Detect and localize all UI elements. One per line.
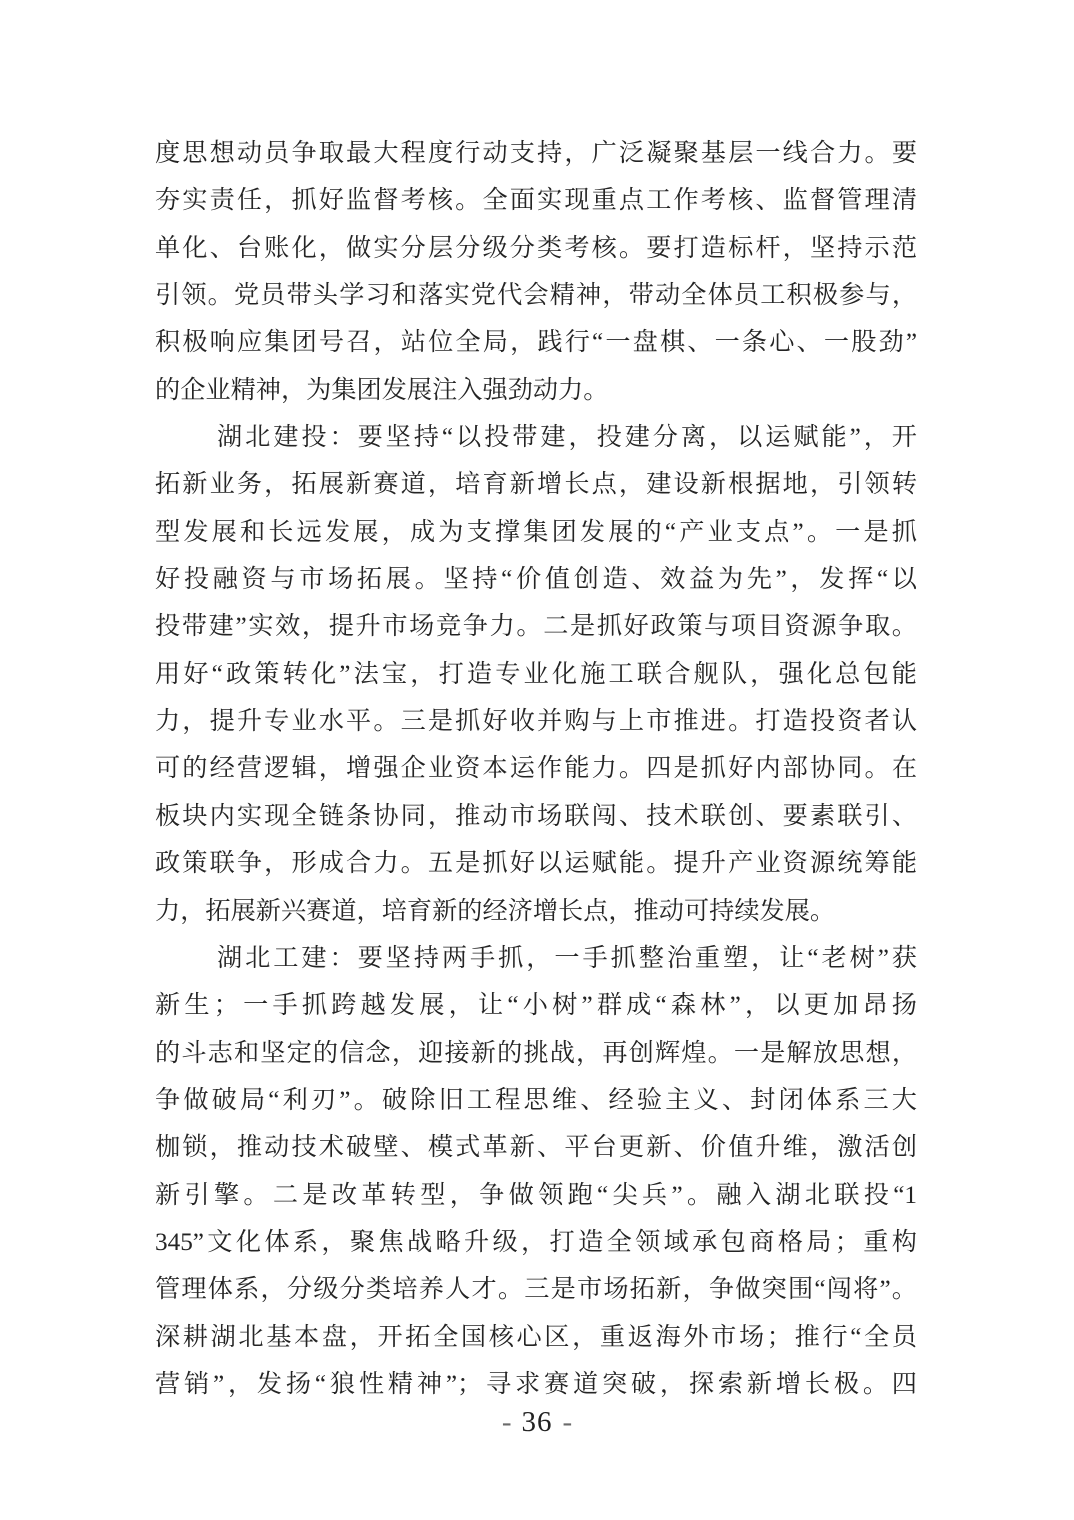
text-line: 新引擎。二是改革转型，争做领跑“尖兵”。融入湖北联投“1	[155, 1181, 917, 1209]
text-line: 345”文化体系，聚焦战略升级，打造全领域承包商格局；重构	[155, 1228, 917, 1256]
text-line: 深耕湖北基本盘，开拓全国核心区，重返海外市场；推行“全员	[155, 1323, 917, 1351]
text-line: 湖北建投：要坚持“以投带建，投建分离，以运赋能”，开	[217, 424, 917, 452]
text-line: 夯实责任，抓好监督考核。全面实现重点工作考核、监督管理清	[155, 187, 917, 215]
text-line: 枷锁，推动技术破壁、模式革新、平台更新、价值升维，激活创	[155, 1134, 917, 1162]
text-line: 政策联争，形成合力。五是抓好以运赋能。提升产业资源统筹能	[155, 850, 917, 878]
page-number-dash-right: -	[562, 1406, 573, 1438]
text-line: 好投融资与市场拓展。坚持“价值创造、效益为先”，发挥“以	[155, 566, 917, 594]
text-line: 板块内实现全链条协同，推动市场联闯、技术联创、要素联引、	[155, 802, 917, 830]
text-line: 用好“政策转化”法宝，打造专业化施工联合舰队，强化总包能	[155, 660, 917, 688]
page-number: 36	[521, 1406, 553, 1438]
text-line: 引领。党员带头学习和落实党代会精神，带动全体员工积极参与，	[155, 282, 917, 310]
page-number-dash-left: -	[501, 1406, 512, 1438]
text-line: 管理体系，分级分类培养人才。三是市场拓新，争做突围“闯将”。	[155, 1276, 917, 1304]
text-line: 单化、台账化，做实分层分级分类考核。要打造标杆，坚持示范	[155, 234, 917, 262]
text-line: 拓新业务，拓展新赛道，培育新增长点，建设新根据地，引领转	[155, 471, 917, 499]
text-line: 新生；一手抓跨越发展，让“小树”群成“森林”，以更加昂扬	[155, 992, 917, 1020]
page-footer	[0, 1403, 1074, 1441]
text-line: 力，提升专业水平。三是抓好收并购与上市推进。打造投资者认	[155, 708, 917, 736]
document-body-text	[155, 130, 917, 1408]
text-line: 投带建”实效，提升市场竞争力。二是抓好政策与项目资源争取。	[155, 613, 917, 641]
text-line: 积极响应集团号召，站位全局，践行“一盘棋、一条心、一股劲”	[155, 329, 917, 357]
text-line: 湖北工建：要坚持两手抓，一手抓整治重塑，让“老树”获	[217, 944, 917, 972]
text-line: 力，拓展新兴赛道，培育新的经济增长点，推动可持续发展。	[155, 897, 836, 925]
text-line: 可的经营逻辑，增强企业资本运作能力。四是抓好内部协同。在	[155, 755, 917, 783]
text-line: 的斗志和坚定的信念，迎接新的挑战，再创辉煌。一是解放思想，	[155, 1039, 917, 1067]
text-line: 营销”，发扬“狼性精神”；寻求赛道突破，探索新增长极。四	[155, 1370, 917, 1398]
text-line: 度思想动员争取最大程度行动支持，广泛凝聚基层一线合力。要	[155, 140, 917, 167]
text-line: 的企业精神，为集团发展注入强劲动力。	[155, 376, 609, 404]
text-line: 争做破局“利刃”。破除旧工程思维、经验主义、封闭体系三大	[155, 1086, 917, 1114]
text-line: 型发展和长远发展，成为支撑集团发展的“产业支点”。一是抓	[155, 518, 917, 546]
